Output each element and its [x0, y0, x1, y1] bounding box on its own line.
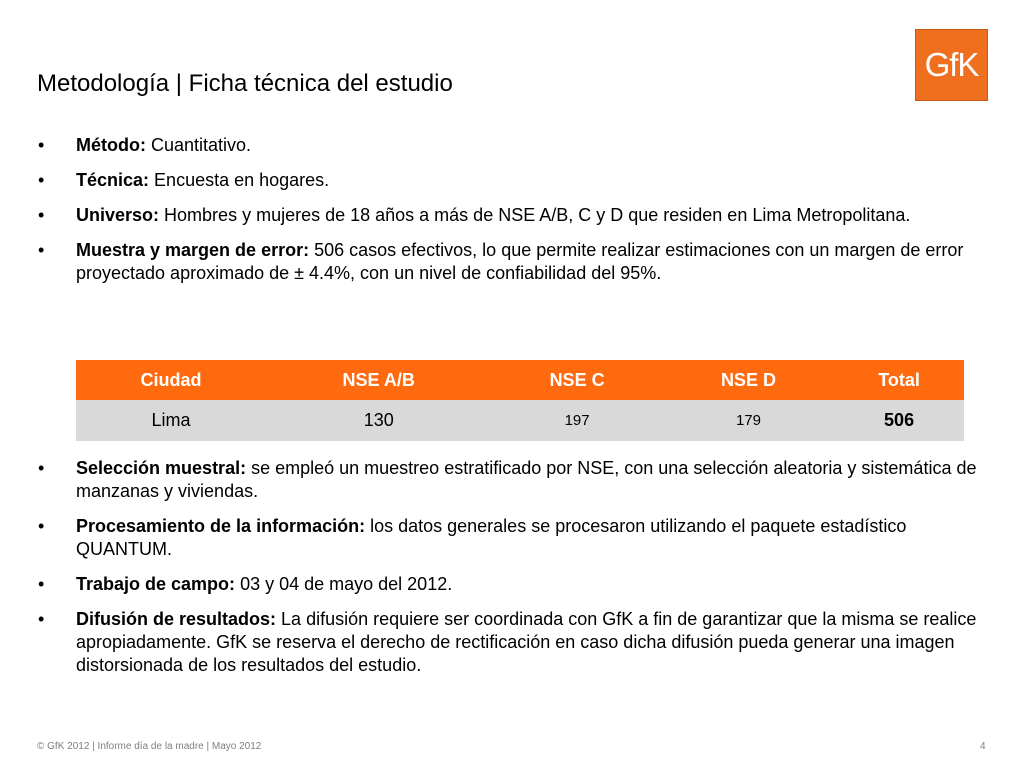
bullet-icon: • [38, 574, 45, 594]
table-cell: Lima [76, 400, 266, 441]
item-text: La difusión requiere ser coordinada con GfK a fin de garantizar que la misma se realice apropiadamente. GfK se reserva el derecho de rectificación en caso dicha difusión pueda generar una imagen distorsionada de los resultados del estudio. [76, 609, 977, 675]
bullet-icon: • [38, 135, 45, 155]
item-label: Método: [76, 135, 146, 155]
item-text: 506 casos efectivos, lo que permite realizar estimaciones con un margen de error proyectado aproximado de ± 4.4%, con un nivel de confiabilidad del 95%. [76, 240, 964, 283]
list-item [37, 239, 997, 285]
table-header-row [76, 360, 964, 400]
methodology-list-top [37, 134, 997, 297]
item-text: Cuantitativo. [151, 135, 252, 155]
item-text: Encuesta en hogares. [154, 170, 330, 190]
table-cell: 179 [663, 400, 834, 441]
item-label: Procesamiento de la información: [76, 516, 366, 536]
item-label: Selección muestral: [76, 458, 247, 478]
item-label: Universo: [76, 205, 160, 225]
table-cell-total: 506 [834, 400, 964, 441]
bullet-icon: • [38, 458, 45, 478]
column-header: Total [834, 360, 964, 400]
list-item [37, 134, 997, 157]
table-cell: 130 [266, 400, 491, 441]
item-label: Trabajo de campo: [76, 574, 236, 594]
item-label: Difusión de resultados: [76, 609, 277, 629]
page-title: Metodología | Ficha técnica del estudio [37, 70, 453, 97]
item-text: los datos generales se procesaron utilizando el paquete estadístico QUANTUM. [76, 516, 907, 559]
item-label: Muestra y margen de error: [76, 240, 310, 260]
list-item [37, 573, 997, 596]
bullet-icon: • [38, 170, 45, 190]
item-text: 03 y 04 de mayo del 2012. [240, 574, 453, 594]
table-cell: 197 [491, 400, 662, 441]
list-item [37, 608, 997, 677]
column-header: Ciudad [76, 360, 266, 400]
page-number: 4 [980, 741, 986, 752]
footer-copyright: © GfK 2012 | Informe día de la madre | Mayo 2012 [37, 741, 262, 752]
item-text: Hombres y mujeres de 18 años a más de NSE A/B, C y D que residen en Lima Metropolitana. [164, 205, 911, 225]
sample-table [76, 360, 964, 441]
item-label: Técnica: [76, 170, 150, 190]
item-text: se empleó un muestreo estratificado por NSE, con una selección aleatoria y sistemática de manzanas y viviendas. [76, 458, 977, 501]
bullet-icon: • [38, 240, 45, 260]
list-item [37, 457, 997, 503]
table-row [76, 400, 964, 441]
bullet-icon: • [38, 609, 45, 629]
bullet-icon: • [38, 205, 45, 225]
list-item [37, 204, 997, 227]
bullet-icon: • [38, 516, 45, 536]
logo-text: GfK [924, 46, 979, 83]
column-header: NSE D [663, 360, 834, 400]
gfk-logo [915, 29, 988, 101]
column-header: NSE C [491, 360, 662, 400]
list-item [37, 515, 997, 561]
column-header: NSE A/B [266, 360, 491, 400]
methodology-list-bottom [37, 457, 997, 689]
list-item [37, 169, 997, 192]
